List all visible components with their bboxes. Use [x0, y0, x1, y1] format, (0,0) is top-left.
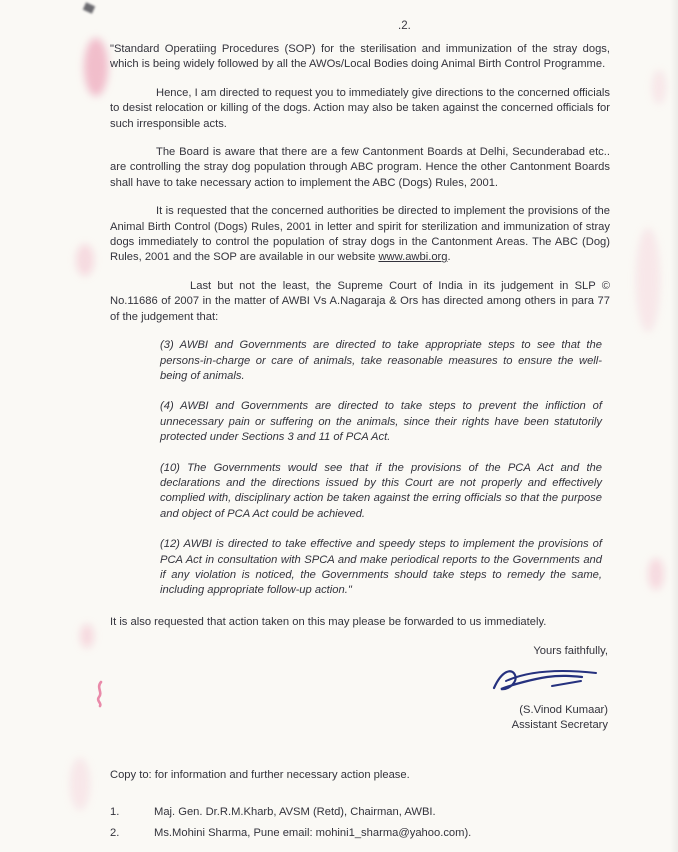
copy-to-item-number: 2.: [110, 826, 120, 839]
scan-smudge: [652, 70, 666, 104]
page-number: .2.: [398, 20, 411, 32]
closing-block: [110, 644, 610, 734]
scan-smudge: [80, 624, 94, 648]
paragraph-abc-rules: [110, 204, 610, 266]
letter-body: [110, 42, 610, 846]
scan-smudge: [76, 244, 94, 276]
judgement-quote-10: (10) The Governments would see that if the provisions of the PCA Act and the declarations and the directions issued by this Court are not properly and effectively complied with, disciplinary action be taken against the erring officials so that the purpose and object of PCA Act could be achieved.: [160, 461, 602, 520]
judgement-quote-12: (12) AWBI is directed to take effective and speedy steps to implement the provisions of PCA Act in consultation with SPCA and make periodical reports to the Governments and if any violation is noticed, the Governments should take steps to remedy the same, including appropriate follow-up action.": [160, 538, 602, 597]
paragraph-cantonment-boards: The Board is aware that there are a few Cantonment Boards at Delhi, Secunderabad etc.. are controlling the stray dog population through ABC program. Hence the other Cantonment Boards shall have to take necessary action to implement the ABC (Dogs) Rules, 2001.: [110, 146, 610, 189]
copy-to-item-text: Ms.Mohini Sharma, Pune email: mohini1_sharma@yahoo.com).: [154, 826, 472, 839]
signatory-title: Assistant Secretary: [511, 719, 608, 732]
paragraph-supreme-court: Last but not the least, the Supreme Court of India in its judgement in SLP © No.11686 of 2007 in the matter of AWBI Vs A.Nagaraja & Ors has directed among others in para 77 of the judgement that:: [110, 279, 610, 323]
copy-to-item: [110, 805, 610, 820]
paragraph-abc-rules-period: .: [447, 251, 451, 264]
copy-to-item-text: Maj. Gen. Dr.R.M.Kharb, AVSM (Retd), Chairman, AWBI.: [154, 806, 436, 819]
scan-smudge: [70, 758, 90, 810]
scan-smudge: [84, 38, 108, 96]
paragraph-abc-rules-text: It is requested that the concerned authorities be directed to implement the provisions of the Animal Birth Control (Dogs) Rules, 2001 in letter and spirit for sterilization and immunization of stray dogs immediately to control the population of stray dogs in the Cantonment Areas. The ABC (Dog) Rules, 2001 and the SOP are available in our website: [110, 205, 610, 264]
paragraph-directions-request: Hence, I am directed to request you to immediately give directions to the concerned officials to desist relocation or killing of the dogs. Action may also be taken against the concerned officials for such irresponsible acts.: [110, 86, 610, 130]
awbi-website-link: www.awbi.org: [378, 251, 448, 264]
judgement-quote-3: (3) AWBI and Governments are directed to take appropriate steps to see that the persons-in-charge or care of animals, take reasonable measures to ensure the well-being of animals.: [160, 339, 602, 382]
copy-to-item-number: 1.: [110, 806, 120, 819]
scan-corner-mark: [83, 2, 95, 13]
copy-to-section: [110, 768, 610, 841]
scan-smudge: [648, 558, 664, 590]
pink-pen-mark: [92, 680, 108, 713]
salutation: Yours faithfully,: [533, 645, 608, 658]
signatory-name: (S.Vinod Kumaar): [519, 704, 608, 716]
copy-to-item: [110, 826, 610, 841]
copy-to-heading: Copy to: for information and further necessary action please.: [110, 768, 410, 781]
action-taken-request: It is also requested that action taken on this may please be forwarded to us immediately.: [110, 615, 547, 628]
scan-smudge: [636, 228, 660, 332]
judgement-quote-4: (4) AWBI and Governments are directed to take steps to prevent the infliction of unnecessary pain or suffering on the animals, since their rights have been statutorily protected under Sections 3 and 11 of PCA Act.: [160, 400, 602, 444]
signature-ink: [484, 662, 602, 703]
scan-edge-shade: [670, 0, 678, 852]
paragraph-sop: "Standard Operatiing Procedures (SOP) for the sterilisation and immunization of the stray dogs, which is being widely followed by all the AWOs/Local Bodies doing Animal Birth Control Programme.: [110, 43, 610, 71]
